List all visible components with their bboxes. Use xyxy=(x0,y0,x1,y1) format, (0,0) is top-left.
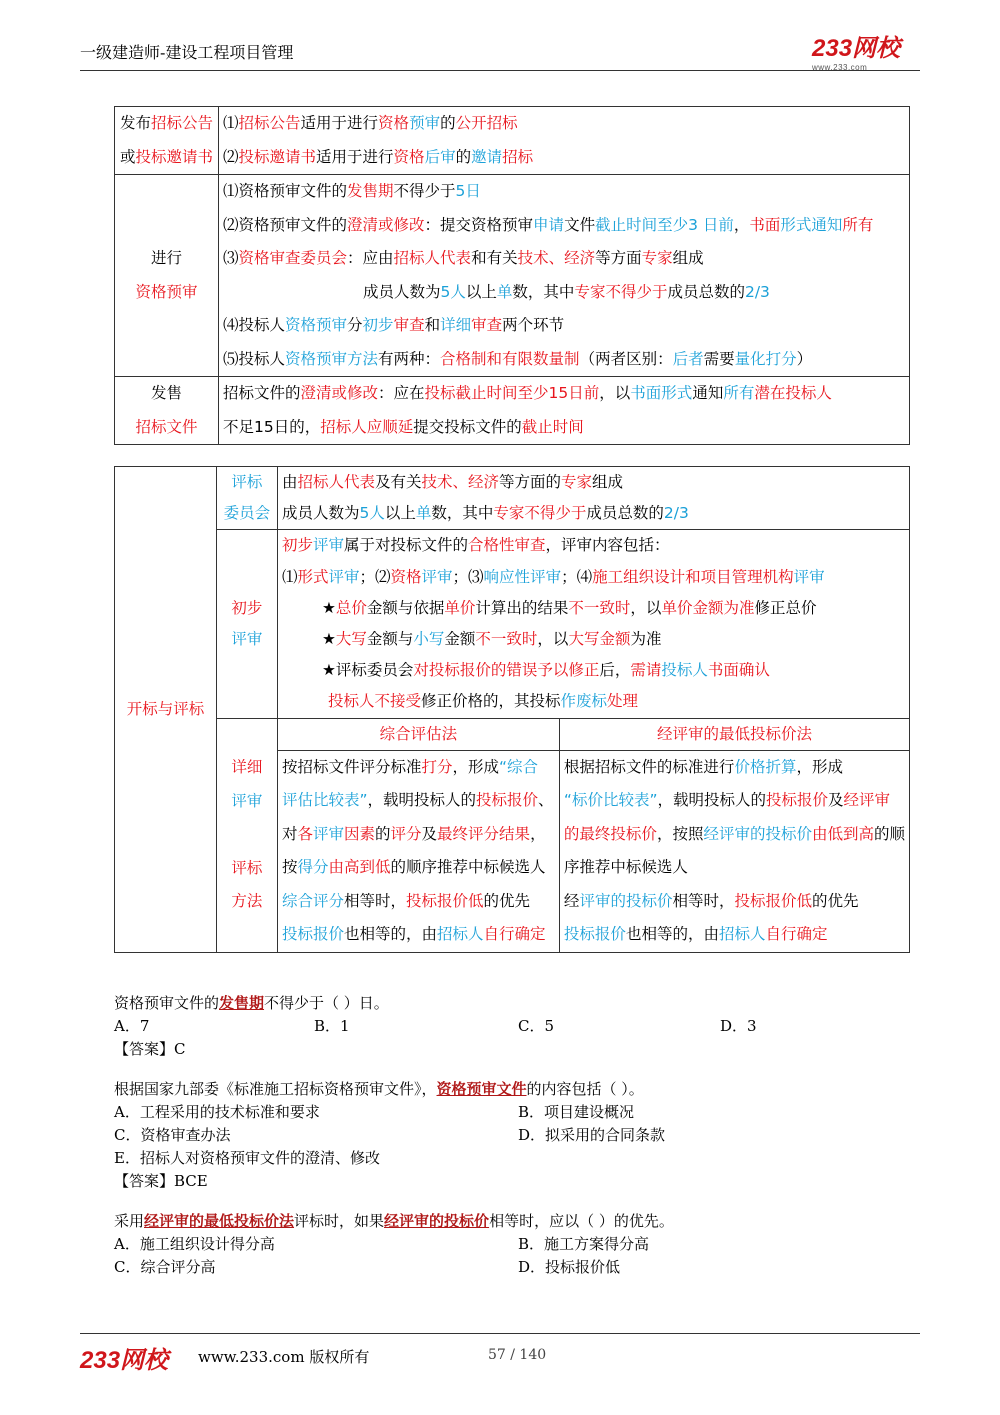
option-d: D．投标报价低 xyxy=(518,1258,621,1276)
text-line: 成员人数为5人以上单数，其中专家不得少于成员总数的2/3 xyxy=(363,282,770,301)
table-row-prequalification xyxy=(115,175,910,377)
text-line: 序推荐中标候选人 xyxy=(563,858,688,877)
text-line: 的最终投标价，按照经评审的投标价由低到高的顺 xyxy=(563,824,905,843)
row-content-announcement xyxy=(219,107,910,175)
bidding-process-table xyxy=(114,106,910,445)
text-line: ⑸投标人资格预审方法有两种：合格制和有限数量制（两者区别：后者需要量化打分） xyxy=(223,349,813,368)
text-line: ★大写金额与小写金额不一致时，以大写金额为准 xyxy=(321,630,662,649)
brand-logo-text: 233网校 xyxy=(812,35,901,62)
table-row-preliminary-review xyxy=(115,530,910,718)
bid-opening-evaluation-table xyxy=(114,466,910,953)
content-preliminary-review xyxy=(277,530,909,718)
text-line: 经评审的投标价相等时，投标报价低的优先 xyxy=(563,891,859,910)
text-line: 对各评审因素的评分及最终评分结果， xyxy=(281,824,546,843)
option-b: B．施工方案得分高 xyxy=(518,1235,650,1253)
option-a: A．7 xyxy=(114,1017,150,1035)
text-line: 投标报价也相等的，由招标人自行确定 xyxy=(563,925,828,944)
page-number: 57 / 140 xyxy=(488,1347,547,1363)
text-line: 不足15日的，招标人应顺延提交投标文件的截止时间 xyxy=(223,417,584,436)
question-stem: 根据国家九部委《标准施工招标资格预审文件》，资格预审文件的内容包括（ ）。 xyxy=(114,1080,644,1098)
text-line: 综合评分相等时，投标报价低的优先 xyxy=(281,891,530,910)
question-stem: 采用经评审的最低投标价法评标时，如果经评审的投标价相等时，应以（ ）的优先。 xyxy=(114,1212,674,1230)
label-preliminary-review: 初步 评审 xyxy=(216,530,277,718)
option-c: C．综合评分高 xyxy=(114,1258,216,1276)
option-d: D．3 xyxy=(720,1017,757,1035)
table-row-tender-documents xyxy=(115,377,910,445)
text-line: ⑴形式评审；⑵资格评审；⑶响应性评审；⑷施工组织设计和项目管理机构评审 xyxy=(281,567,825,586)
option-d: D．拟采用的合同条款 xyxy=(518,1126,666,1144)
option-a: A．施工组织设计得分高 xyxy=(114,1235,275,1253)
option-a: A．工程采用的技术标准和要求 xyxy=(114,1103,320,1121)
row-label-announcement: 发布招标公告 或投标邀请书 xyxy=(115,107,219,175)
text-line: 招标文件的澄清或修改：应在投标截止时间至少15日前，以书面形式通知所有潜在投标人 xyxy=(223,384,832,402)
row-label-tender-documents: 发售 招标文件 xyxy=(115,377,219,445)
answer: 【答案】BCE xyxy=(114,1172,208,1190)
brand-logo xyxy=(812,28,922,72)
text-line: ★总价金额与依据单价计算出的结果不一致时，以单价金额为准修正总价 xyxy=(321,598,817,617)
label-detailed-review: 详细 评审 评标 方法 xyxy=(216,718,277,952)
row-content-tender-documents xyxy=(219,377,910,445)
option-b: B．项目建设概况 xyxy=(518,1103,635,1121)
answer: 【答案】C xyxy=(114,1040,186,1058)
text-line: “标价比较表”，载明投标人的投标报价及经评审 xyxy=(563,791,891,810)
footer-logo: 233网校 xyxy=(80,1347,169,1374)
header-lowest-price-method: 经评审的最低投标价法 xyxy=(559,718,909,750)
text-line: ⑶资格审查委员会：应由招标人代表和有关技术、经济等方面专家组成 xyxy=(223,249,704,267)
brand-logo-url: www.233.com xyxy=(812,63,868,72)
text-line: 评估比较表”，载明投标人的投标报价、 xyxy=(281,791,554,810)
option-c: C．资格审查办法 xyxy=(114,1126,231,1144)
content-lowest-price-method xyxy=(559,750,909,952)
text-line: 按招标文件评分标准打分，形成“综合 xyxy=(281,757,539,776)
text-line: 按得分由高到低的顺序推荐中标候选人 xyxy=(281,858,546,877)
option-c: C．5 xyxy=(518,1017,555,1035)
content-comprehensive-method xyxy=(277,750,559,952)
text-line: ⑵投标邀请书适用于进行资格后审的邀请招标 xyxy=(223,147,534,166)
option-b: B．1 xyxy=(314,1017,350,1035)
footer-divider xyxy=(80,1333,920,1334)
text-line: 由招标人代表及有关技术、经济等方面的专家组成 xyxy=(281,473,624,491)
text-line: 初步评审属于对投标文件的合格性审查，评审内容包括： xyxy=(281,536,670,555)
option-e: E．招标人对资格预审文件的澄清、修改 xyxy=(114,1149,380,1167)
document-header-title: 一级建造师-建设工程项目管理 xyxy=(80,43,294,62)
text-line: 根据招标文件的标准进行价格折算，形成 xyxy=(563,757,843,776)
text-line: ⑷投标人资格预审分初步审查和详细审查两个环节 xyxy=(223,316,565,334)
text-line: 投标人不接受修正价格的，其投标作废标处理 xyxy=(327,692,638,711)
text-line: 成员人数为5人以上单数，其中专家不得少于成员总数的2/3 xyxy=(281,504,689,523)
header-comprehensive-method: 综合评估法 xyxy=(277,718,559,750)
table-row-method-headers xyxy=(115,718,910,750)
header-divider xyxy=(80,70,920,71)
text-line: 投标报价也相等的，由招标人自行确定 xyxy=(281,925,546,944)
table-row-committee xyxy=(115,467,910,530)
row-label-prequalification: 进行 资格预审 xyxy=(115,175,219,377)
text-line: ★评标委员会对投标报价的错误予以修正后，需请投标人书面确认 xyxy=(321,661,770,680)
table-row-announcement xyxy=(115,107,910,175)
main-label-bid-opening: 开标与评标 xyxy=(115,467,217,953)
row-content-prequalification xyxy=(219,175,910,377)
footer-copyright: www.233.com 版权所有 xyxy=(198,1348,370,1366)
content-evaluation-committee xyxy=(277,467,909,530)
text-line: ⑴招标公告适用于进行资格预审的公开招标 xyxy=(223,114,518,132)
label-evaluation-committee: 评标 委员会 xyxy=(216,467,277,530)
question-stem: 资格预审文件的发售期不得少于（ ）日。 xyxy=(114,994,389,1012)
text-line: ⑵资格预审文件的澄清或修改：提交资格预审申请文件截止时间至少3 日前，书面形式通知所有 xyxy=(223,215,874,234)
text-line: ⑴资格预审文件的发售期不得少于5日 xyxy=(223,182,481,200)
